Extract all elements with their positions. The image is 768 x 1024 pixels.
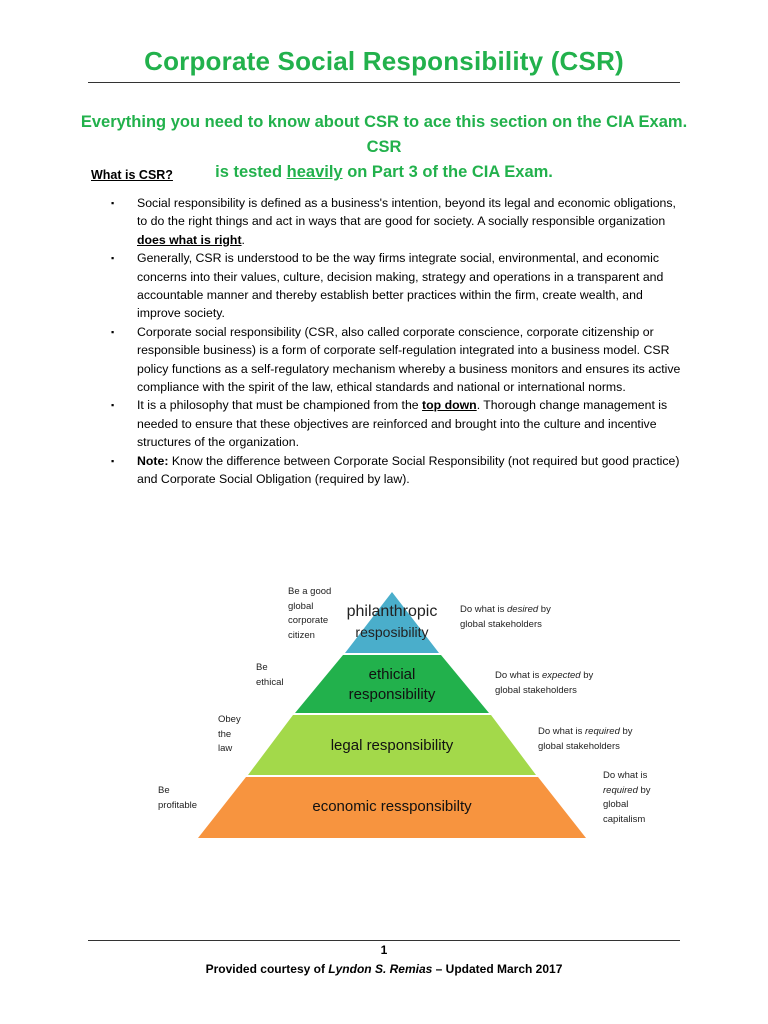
csr-bullet-list <box>91 194 681 489</box>
subtitle-line-1: Everything you need to know about CSR to ace this section on the CIA Exam. CSR <box>80 113 688 156</box>
bullet-emphasis: top down <box>422 398 477 413</box>
pyramid-label: philanthropic <box>346 603 438 620</box>
annotation-text: global stakeholders <box>495 684 577 696</box>
bullet-text: Corporate social responsibility (CSR, also called corporate conscience, corporate citizenship or responsible business) is a form of corporate self-regulation integrated into a business model. CSR policy functions as a self-regulatory mechanism whereby a business monitors and ensures its active compliance with the spirit of the law, ethical standards and national or international norms. <box>137 324 681 395</box>
footer-divider <box>88 940 680 941</box>
annotation-line: law <box>218 743 233 754</box>
annotation-right-economic <box>603 769 651 827</box>
bullet-text-end: . Thorough change management is needed to ensure that these objectives are reinforced and brought into the culture and incentive structures of the organization. <box>137 398 668 450</box>
annotation-line: ethical <box>256 676 284 688</box>
annotation-text: by <box>619 726 633 737</box>
section-heading: What is CSR? <box>91 168 173 182</box>
annotation-line: the <box>218 728 232 740</box>
pyramid-label: resposibility <box>355 624 429 640</box>
bullet-marker: ▪ <box>111 326 115 337</box>
annotation-emphasis: required <box>603 784 638 796</box>
pyramid-label: ethicial <box>368 666 416 683</box>
annotation-text: Do what is <box>603 770 648 781</box>
annotation-text: Do what is <box>460 604 507 615</box>
annotation-left-ethical <box>256 661 283 690</box>
annotation-line: global <box>288 600 314 612</box>
pyramid-label: responsibility <box>348 686 436 703</box>
pyramid-level-philanthropic <box>345 592 439 653</box>
annotation-text: by <box>580 670 594 681</box>
footer-credit <box>0 962 768 976</box>
annotation-line: Obey <box>218 714 241 725</box>
bullet-marker: ▪ <box>111 253 115 264</box>
bullet-emphasis: does what is right <box>137 232 242 247</box>
bullet-item <box>91 452 681 489</box>
annotation-right-legal <box>538 725 633 754</box>
bullet-marker: ▪ <box>111 198 115 208</box>
annotation-left-legal <box>218 713 241 757</box>
page-number: 1 <box>380 943 388 957</box>
annotation-emphasis: expected <box>542 670 581 681</box>
bullet-item <box>91 323 681 397</box>
annotation-line: Be <box>158 785 170 796</box>
annotation-text: by <box>637 784 651 796</box>
csr-pyramid-diagram <box>0 570 768 840</box>
annotation-text: global <box>603 799 629 810</box>
annotation-line: corporate <box>288 615 329 626</box>
bullet-text: Know the difference between Corporate Social Responsibility (not required but good practice) and Corporate Social Obligation (required by law). <box>137 453 680 487</box>
document-title: Corporate Social Responsibility (CSR) <box>144 46 624 76</box>
bullet-item <box>91 194 681 249</box>
annotation-text: Do what is <box>495 670 542 681</box>
annotation-emphasis: required <box>585 726 620 737</box>
footer-text-end: – Updated March 2017 <box>432 962 563 976</box>
annotation-text: global stakeholders <box>460 618 542 630</box>
note-label: Note: <box>137 453 169 468</box>
bullet-marker: ▪ <box>111 400 115 411</box>
annotation-text: by <box>538 604 551 615</box>
annotation-line: profitable <box>158 799 198 811</box>
annotation-emphasis: desired <box>507 604 539 615</box>
title-divider <box>88 82 680 83</box>
annotation-text: global stakeholders <box>538 740 620 752</box>
annotation-text: Do what is <box>538 726 585 737</box>
annotation-line: Be <box>256 662 268 673</box>
subtitle-emphasis: heavily <box>286 163 343 181</box>
bullet-text: Social responsibility is defined as a business's intention, beyond its legal and economic obligations, to do the right things and act in ways that are good for society. A socially responsible organization <box>137 196 676 229</box>
pyramid-label: economic ressponsibilty <box>312 798 472 815</box>
annotation-right-ethical <box>495 669 593 698</box>
bullet-text: Generally, CSR is understood to be the way firms integrate social, environmental, and economic concerns into their values, culture, decision making, strategy and operations in a transparent and accountable manner and thereby establish better practices within the firm, create wealth, and improve society. <box>137 251 664 321</box>
bullet-text-end: . <box>241 232 245 247</box>
bullet-text: It is a philosophy that must be championed from the <box>137 398 423 413</box>
annotation-right-philanthropic <box>460 603 551 632</box>
annotation-text: capitalism <box>603 813 646 825</box>
annotation-line: citizen <box>288 629 315 641</box>
pyramid-level-ethical <box>295 655 489 713</box>
bullet-marker: ▪ <box>111 455 115 466</box>
pyramid-label: legal responsibility <box>330 737 454 754</box>
footer-text: Provided courtesy of <box>205 962 329 976</box>
annotation-line: Be a good <box>288 586 332 597</box>
footer-author: Lyndon S. Remias <box>328 962 433 976</box>
subtitle-line-2-start: is tested <box>215 163 287 181</box>
bullet-item <box>91 396 681 451</box>
bullet-item <box>91 249 681 323</box>
annotation-left-economic <box>158 784 197 813</box>
annotation-left-philanthropic <box>288 585 331 643</box>
subtitle-line-2-end: on Part 3 of the CIA Exam. <box>342 163 553 181</box>
